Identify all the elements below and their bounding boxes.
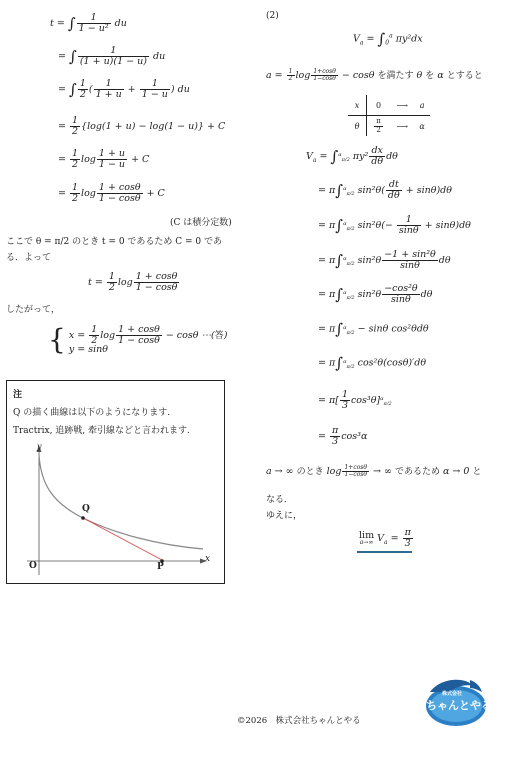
table-theta: θ [348,116,367,137]
final-answer: lim a→∞ $V_a$ = $\frac{\pi}{3}$ [359,527,411,549]
sentence-1b: る．よって [6,253,52,263]
condition-text: a = $\frac{1}{2}$ log $\frac{1+\cos\theta}{1-\cos\theta}$ − cosθ を満たす θ を α とすると [266,67,483,82]
origin-label: O [29,561,37,571]
point-q-label: Q [82,504,90,514]
variable-table [348,95,430,136]
sentence-1: ここで θ = π/2 のとき t = 0 であるため C = 0 であ [6,237,223,247]
note-line-2: Tractrix, 追跡戦, 牽引線などと言われます. [13,426,190,436]
eq-line-6: = $\frac{1}{2}$ log $\frac{1 + \cos\theta}{1 - \cos\theta}$ + C [58,182,165,204]
step-6: = π∫$^\alpha_{\pi/2}$ − sinθ cos²θdθ [318,320,429,338]
t-result: t = $\frac{1}{2}$ log $\frac{1 + \cos\theta}{1 - \cos\theta}$ [88,271,178,293]
answer-system: { x = $\frac{1}{2}$ log $\frac{1 + \cos\theta}{1 - \cos\theta}$ − cosθ ⋯(答) y = sinθ [48,322,228,356]
eq-line-3: = ∫ $\frac{1}{2}$ ( $\frac{1}{1 + u}$ + $\frac{1}{1 - u}$ ) du [58,78,190,100]
answer-mark: 答 [214,330,224,341]
step-7: = π∫$^\alpha_{\pi/2}$ cos²θ(cosθ)′dθ [318,354,427,372]
note-box [6,380,225,584]
eq-line-1: t = ∫ $\frac{1}{\text{1 − u²}}$ du [50,12,127,34]
table-x-end: a [414,95,430,116]
tractrix-curve [39,455,203,549]
final-answer-underline [357,551,412,553]
table-x: x [348,95,367,116]
tangent-segment [83,518,162,560]
limit-text: a → ∞ のとき log $\frac{1+\cos\theta}{1-\cos\theta}$ → ∞ であるため α → 0 と [266,463,482,478]
logo-main-text: ちゃんとやる [426,699,492,712]
therefore-text: したがって， [6,305,60,315]
const-note: (C は積分定数) [170,218,232,228]
table-x-arrow: ⟶ [390,95,414,116]
step-4: = π∫$^\alpha_{\pi/2}$ sin²θ $\frac{\text{−1 + sin²θ}}{\sin\theta}$ dθ [318,249,451,271]
eq-line-5: = $\frac{1}{2}$ log $\frac{1 + u}{1 - u}$ + C [58,148,150,170]
note-line-1: Q の描く曲線は以下のようになります. [13,408,171,418]
part-label: (2) [266,11,279,21]
va-definition: $V_a = \int_0^a$ πy²dx [353,30,423,48]
limit-text-2: なる． [266,495,294,505]
table-theta-start: $\frac{\pi}{2}$ [376,117,381,134]
table-x-start: 0 [367,95,391,116]
table-theta-end: α [419,121,425,131]
eq-line-2: = ∫ $\frac{1}{(1 + u)(1 - u)}$ du [58,45,166,67]
eq-line-4: = $\frac{1}{2}$ {log(1 + u) − log(1 − u)} + C [58,115,226,137]
axis-y-label: y [37,442,42,451]
point-p-label: P [157,562,164,572]
step-3: = π∫$^\alpha_{\pi/2}$ sin²θ(− $\frac{1}{\sin\theta}$ + sinθ)dθ [318,214,471,236]
point-q-dot [81,516,85,520]
step-8: = π[ $\frac{1}{3}$ cos³θ]$^\alpha_{\pi/2}$ [318,389,392,411]
logo-small-text: 株式会社 [442,691,463,697]
tractrix-plot [7,441,224,581]
step-9: = $\frac{\pi}{3}$ cos³α [318,425,368,447]
table-theta-arrow: ⟶ [396,121,408,131]
footer-copyright: ©2026 株式会社ちゃんとやる [237,716,361,726]
step-2: = π∫$^\alpha_{\pi/2}$ sin²θ( $\frac{dt}{d\theta}$ + sinθ)dθ [318,179,452,201]
step-5: = π∫$^\alpha_{\pi/2}$ sin²θ $\frac{\text{−cos²θ}}{\sin\theta}$ dθ [318,283,433,305]
axis-x-label: x [205,554,211,564]
note-title: 注 [13,390,23,400]
hence-text: ゆえに， [266,511,303,521]
step-1: $V_a = \int^\alpha_{\pi/2}$ πy² $\frac{dx}{d\theta}$ dθ [306,145,398,167]
